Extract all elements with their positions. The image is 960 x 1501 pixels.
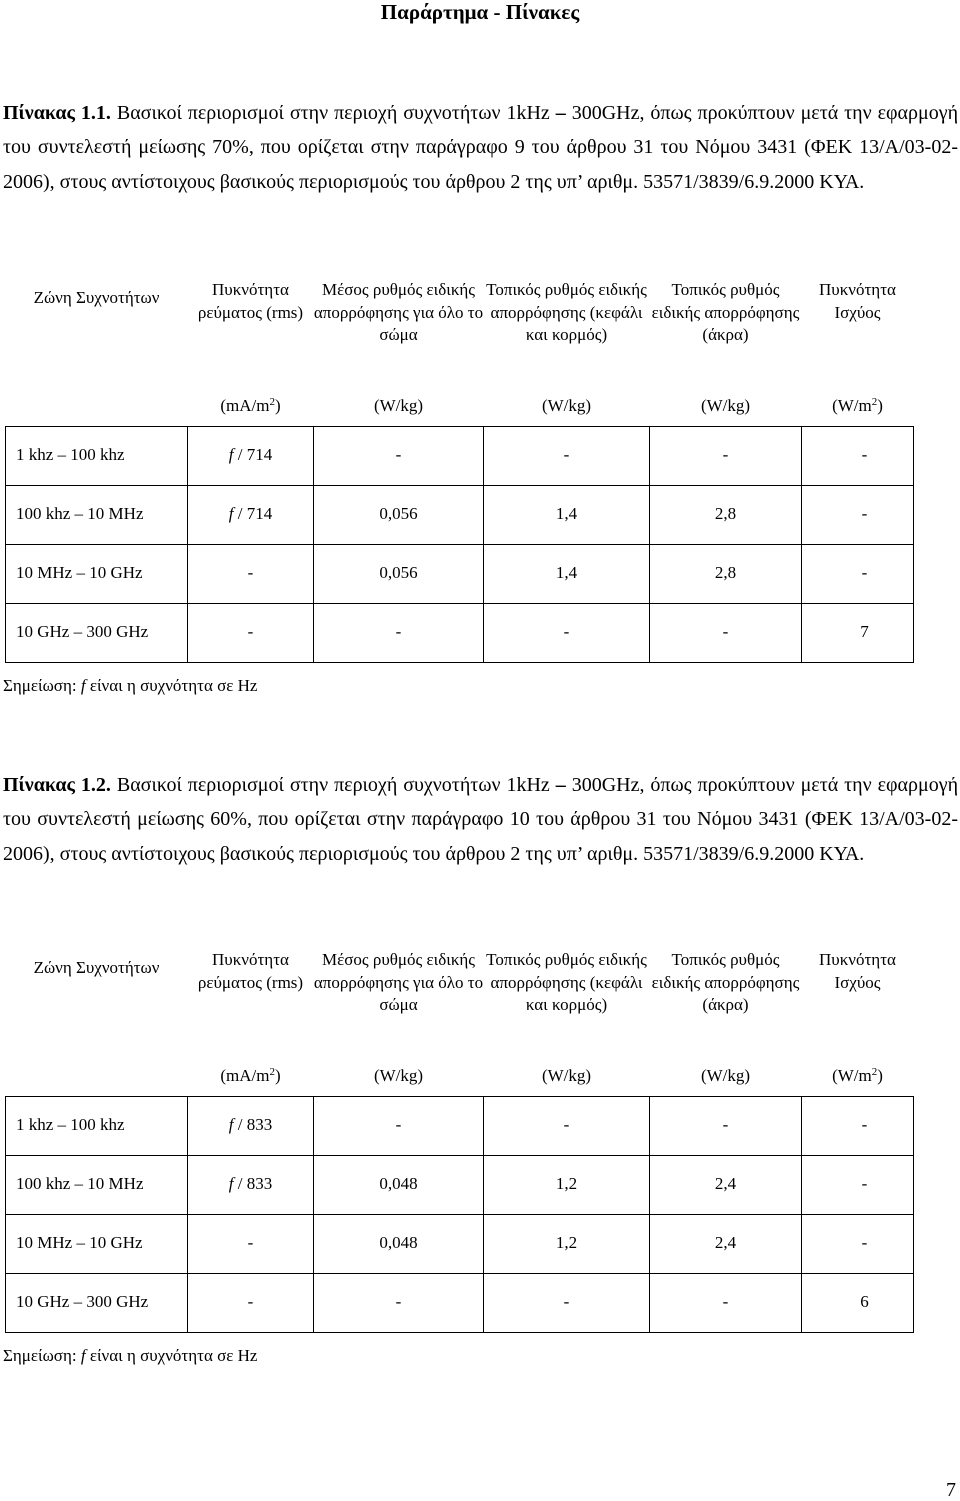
- cell-local-sar-head-trunk: -: [484, 1096, 650, 1155]
- header-label: Μέσος ρυθμός ειδικής απορρόφησης για όλο το σώμα: [313, 280, 484, 344]
- cell-whole-body-sar: 0,048: [314, 1214, 484, 1273]
- cell-current-density: f / 714: [188, 426, 314, 485]
- cell-local-sar-head-trunk: 1,2: [484, 1155, 650, 1214]
- cell-current-density: -: [188, 544, 314, 603]
- cell-frequency-band: 10 MHz – 10 GHz: [6, 544, 188, 603]
- header-label: Πυκνότητα Ισχύος: [819, 280, 896, 322]
- table-header-row: [6, 947, 914, 1096]
- cell-whole-body-sar: -: [314, 603, 484, 662]
- header-label: Τοπικός ρυθμός ειδικής απορρόφησης (κεφάλι και κορμός): [486, 950, 647, 1014]
- cell-local-sar-limbs: -: [650, 426, 802, 485]
- header-label: Μέσος ρυθμός ειδικής απορρόφησης για όλο το σώμα: [313, 950, 484, 1014]
- cell-local-sar-head-trunk: -: [484, 603, 650, 662]
- header-power-density: [802, 277, 914, 426]
- cell-current-density: -: [188, 1214, 314, 1273]
- cell-current-density: -: [188, 603, 314, 662]
- cell-power-density: -: [802, 1214, 914, 1273]
- header-label: Ζώνη Συχνοτήτων: [33, 958, 160, 977]
- table-header-row: [6, 277, 914, 426]
- header-frequency-band: [6, 277, 188, 426]
- caption-text: όπως προκύπτουν μετά την εφαρμογή του συντελεστή μείωσης 70%, που ορίζεται στην παράγραφο 9 του άρθρου 31 του Νόμου 3431 (ΦΕΚ 13/Α/03-02-2006), στους αντίστοιχους βασικούς περιορισμούς του άρθρου 2 της υπ’ αριθμ. 53571/3839/6.9.2000 ΚΥΑ.: [3, 102, 959, 193]
- cell-whole-body-sar: -: [314, 1096, 484, 1155]
- header-label: Τοπικός ρυθμός ειδικής απορρόφησης (άκρα): [651, 950, 800, 1014]
- caption-text: Βασικοί περιορισμοί στην περιοχή συχνοτήτων 1kHz: [116, 774, 550, 796]
- cell-local-sar-head-trunk: 1,2: [484, 1214, 650, 1273]
- header-whole-body-sar: [314, 947, 484, 1096]
- header-local-sar-limbs: [650, 277, 802, 426]
- header-unit: $(mA/m^2)$: [220, 1066, 281, 1085]
- table-note: Σημείωση: f είναι η συχνότητα σε Hz: [3, 676, 258, 695]
- table-number: Πίνακας 1.2.: [3, 774, 111, 796]
- table-caption: [3, 768, 958, 871]
- header-label: Πυκνότητα ρεύματος (rms): [197, 280, 304, 322]
- cell-local-sar-limbs: 2,8: [650, 544, 802, 603]
- cell-current-density: f / 833: [188, 1155, 314, 1214]
- page-title: Παράρτημα - Πίνακες: [380, 0, 580, 24]
- cell-local-sar-head-trunk: -: [484, 426, 650, 485]
- caption-text: 300GHz,: [571, 774, 645, 796]
- cell-local-sar-limbs: 2,8: [650, 485, 802, 544]
- caption-text: όπως προκύπτουν μετά την εφαρμογή του συντελεστή μείωσης 60%, που ορίζεται στην παράγραφο 10 του άρθρου 31 του Νόμου 3431 (ΦΕΚ 13/Α/03-02-2006), στους αντίστοιχους βασικούς περιορισμούς του άρθρου 2 της υπ’ αριθμ. 53571/3839/6.9.2000 ΚΥΑ.: [3, 774, 959, 865]
- cell-whole-body-sar: 0,056: [314, 544, 484, 603]
- header-unit: (W/kg): [700, 396, 751, 415]
- cell-local-sar-limbs: 2,4: [650, 1214, 802, 1273]
- cell-power-density: -: [802, 544, 914, 603]
- header-unit: $(mA/m^2)$: [220, 396, 281, 415]
- limits-table: [5, 947, 914, 1333]
- header-power-density: [802, 947, 914, 1096]
- header-local-sar-head-trunk: [484, 947, 650, 1096]
- header-label: Πυκνότητα ρεύματος (rms): [197, 950, 304, 992]
- cell-power-density: 6: [802, 1273, 914, 1332]
- cell-local-sar-limbs: -: [650, 603, 802, 662]
- cell-current-density: f / 833: [188, 1096, 314, 1155]
- table-row: [6, 1214, 914, 1273]
- header-unit: (W/kg): [700, 1066, 751, 1085]
- header-label: Ζώνη Συχνοτήτων: [33, 288, 160, 307]
- header-label: Τοπικός ρυθμός ειδικής απορρόφησης (άκρα): [651, 280, 800, 344]
- header-whole-body-sar: [314, 277, 484, 426]
- cell-frequency-band: 10 GHz – 300 GHz: [6, 1273, 188, 1332]
- cell-local-sar-limbs: -: [650, 1096, 802, 1155]
- limits-table: [5, 277, 914, 663]
- header-label: Τοπικός ρυθμός ειδικής απορρόφησης (κεφάλι και κορμός): [486, 280, 647, 344]
- header-unit: (W/kg): [373, 1066, 424, 1085]
- table-row: [6, 1096, 914, 1155]
- table-number: Πίνακας 1.1.: [3, 102, 111, 124]
- caption-text: 300GHz,: [571, 102, 645, 124]
- cell-frequency-band: 10 GHz – 300 GHz: [6, 603, 188, 662]
- cell-frequency-band: 1 khz – 100 khz: [6, 426, 188, 485]
- header-local-sar-head-trunk: [484, 277, 650, 426]
- table-note: Σημείωση: f είναι η συχνότητα σε Hz: [3, 1346, 258, 1365]
- table-row: [6, 485, 914, 544]
- header-label: Πυκνότητα Ισχύος: [819, 950, 896, 992]
- cell-local-sar-limbs: 2,4: [650, 1155, 802, 1214]
- header-unit: (W/kg): [541, 396, 592, 415]
- cell-whole-body-sar: 0,056: [314, 485, 484, 544]
- cell-power-density: -: [802, 1096, 914, 1155]
- cell-current-density: -: [188, 1273, 314, 1332]
- caption-text: Βασικοί περιορισμοί στην περιοχή συχνοτήτων 1kHz: [116, 102, 550, 124]
- cell-power-density: -: [802, 485, 914, 544]
- cell-whole-body-sar: -: [314, 1273, 484, 1332]
- page-number: 7: [946, 1479, 956, 1501]
- table-row: [6, 603, 914, 662]
- table-caption: [3, 96, 958, 199]
- cell-current-density: f / 714: [188, 485, 314, 544]
- cell-local-sar-limbs: -: [650, 1273, 802, 1332]
- cell-frequency-band: 10 MHz – 10 GHz: [6, 1214, 188, 1273]
- cell-power-density: -: [802, 426, 914, 485]
- header-local-sar-limbs: [650, 947, 802, 1096]
- cell-local-sar-head-trunk: -: [484, 1273, 650, 1332]
- table-row: [6, 1273, 914, 1332]
- header-current-density: [188, 277, 314, 426]
- cell-local-sar-head-trunk: 1,4: [484, 485, 650, 544]
- table-row: [6, 544, 914, 603]
- cell-power-density: 7: [802, 603, 914, 662]
- header-unit: (W/kg): [373, 396, 424, 415]
- header-unit: (W/kg): [541, 1066, 592, 1085]
- header-unit: $(W/m^2)$: [832, 396, 883, 415]
- cell-frequency-band: 100 khz – 10 MHz: [6, 1155, 188, 1214]
- header-unit: $(W/m^2)$: [832, 1066, 883, 1085]
- cell-whole-body-sar: -: [314, 426, 484, 485]
- cell-local-sar-head-trunk: 1,4: [484, 544, 650, 603]
- cell-frequency-band: 100 khz – 10 MHz: [6, 485, 188, 544]
- header-current-density: [188, 947, 314, 1096]
- cell-whole-body-sar: 0,048: [314, 1155, 484, 1214]
- table-row: [6, 1155, 914, 1214]
- caption-dash: –: [555, 774, 566, 796]
- cell-power-density: -: [802, 1155, 914, 1214]
- caption-dash: –: [555, 102, 566, 124]
- header-frequency-band: [6, 947, 188, 1096]
- cell-frequency-band: 1 khz – 100 khz: [6, 1096, 188, 1155]
- table-row: [6, 426, 914, 485]
